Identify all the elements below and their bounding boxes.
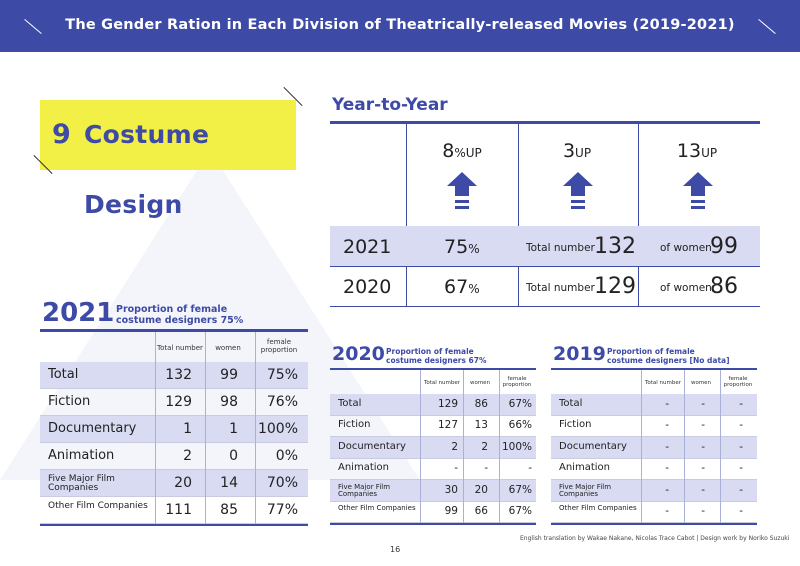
yty-total-label-2021: Total number — [526, 242, 595, 254]
column-divider — [255, 332, 256, 524]
cell-pct: - — [739, 505, 743, 517]
cell-pct: - — [739, 462, 743, 474]
change-total-value: 3 — [562, 140, 576, 162]
cell-women: 13 — [474, 419, 488, 431]
table-2019-prop-line2: costume designers [No data] — [607, 356, 730, 365]
yty-title: Year-to-Year — [332, 95, 448, 115]
cell-total: - — [665, 397, 669, 410]
credit-line: English translation by Wakae Nakane, Nicolas Trace Cabot | Design work by Noriko Suzuki — [520, 535, 790, 542]
yty-total-label-2020: Total number — [526, 282, 595, 294]
row-label: Documentary — [559, 440, 627, 452]
cell-total: - — [665, 440, 669, 453]
row-label: Total — [48, 367, 79, 382]
cell-total: - — [665, 483, 669, 496]
change-women — [642, 140, 752, 162]
cell-women: 2 — [481, 440, 488, 453]
yty-row-divider — [330, 266, 760, 267]
yty-pct-2021-value: 75 — [444, 236, 469, 258]
row-label: Fiction — [559, 419, 592, 431]
cell-pct: - — [528, 462, 532, 474]
cell-women: - — [701, 483, 705, 496]
table-2019-top-rule — [551, 368, 757, 370]
column-divider — [155, 332, 156, 524]
yty-pct-2021 — [444, 236, 480, 258]
table-2021-prop-line2: costume designers 75% — [116, 315, 244, 327]
col-total-header: Total number — [157, 344, 203, 352]
row-label: Animation — [559, 462, 610, 474]
column-divider — [641, 370, 642, 523]
table-2019-proportion — [607, 347, 730, 365]
cell-women: 86 — [474, 397, 488, 410]
cell-women: 1 — [229, 420, 238, 437]
col-women-header-2019: women — [690, 380, 712, 386]
row-label: Documentary — [338, 440, 406, 452]
cell-pct: 76% — [266, 393, 298, 410]
change-pct-unit: %UP — [454, 146, 482, 160]
cell-women: 14 — [220, 474, 238, 491]
change-total — [522, 140, 632, 162]
cell-pct: 100% — [501, 440, 532, 453]
cell-pct: - — [739, 397, 743, 410]
cell-women: - — [701, 397, 705, 410]
cell-total: - — [665, 419, 669, 431]
column-divider — [499, 370, 500, 523]
table-2021-top-rule — [40, 329, 308, 332]
up-arrow-icon — [447, 172, 477, 212]
cell-pct: 70% — [266, 474, 298, 491]
table-2021-year: 2021 — [42, 298, 115, 328]
cell-women: - — [701, 505, 705, 517]
cell-total: 30 — [444, 483, 458, 496]
cell-total: 1 — [183, 420, 192, 437]
change-total-unit: UP — [575, 146, 592, 160]
yty-total-2020: 129 — [594, 274, 636, 299]
row-label: Five Major Film Companies — [559, 482, 612, 499]
row-label: Total — [559, 397, 583, 409]
yty-women-label-2020: of women — [660, 282, 712, 294]
cell-women: - — [701, 462, 705, 474]
cell-women: - — [484, 462, 488, 474]
table-2020-proportion — [386, 347, 487, 365]
cell-women: - — [701, 440, 705, 453]
table-2019-prop-line1: Proportion of female — [607, 347, 695, 356]
table-2021-proportion — [116, 304, 243, 327]
column-divider — [684, 370, 685, 523]
col-women-header-2020: women — [469, 380, 491, 386]
section-number: 9 — [52, 119, 72, 150]
table-2020-prop-line1: Proportion of female — [386, 347, 474, 356]
cell-pct: - — [739, 440, 743, 453]
cell-women: - — [701, 419, 705, 431]
row-label: Other Film Companies — [559, 504, 637, 513]
cell-women: 99 — [220, 366, 238, 383]
table-2020-year: 2020 — [332, 343, 385, 365]
cell-total: - — [454, 462, 458, 474]
col-female-header: female proportion — [260, 338, 298, 354]
cell-pct: 67% — [508, 505, 532, 517]
cell-women: 85 — [220, 501, 238, 518]
change-women-unit: UP — [701, 146, 718, 160]
change-pct — [407, 140, 517, 162]
change-women-value: 13 — [676, 140, 702, 162]
row-label: Animation — [48, 448, 115, 463]
column-divider — [205, 332, 206, 524]
column-divider — [463, 370, 464, 523]
cell-total: 129 — [165, 393, 192, 410]
cell-pct: 0% — [275, 447, 298, 464]
cell-total: 132 — [165, 366, 192, 383]
table-2020-prop-line2: costume designers 67% — [386, 356, 487, 365]
yty-divider-3 — [638, 124, 639, 306]
cell-pct: 67% — [508, 397, 532, 410]
cell-women: 0 — [229, 447, 238, 464]
row-label: Other Film Companies — [338, 504, 416, 513]
yty-total-2021: 132 — [594, 234, 636, 259]
cell-pct: 67% — [508, 483, 532, 496]
up-arrow-icon — [563, 172, 593, 212]
table-2021-prop-line1: Proportion of female — [116, 304, 228, 315]
yty-women-2020: 86 — [710, 274, 738, 299]
yty-pct-2021-unit: % — [468, 242, 480, 256]
yty-bottom-rule — [330, 306, 760, 307]
yty-pct-2020-unit: % — [468, 282, 480, 296]
yty-women-2021: 99 — [710, 234, 738, 259]
yty-pct-2020-value: 67 — [444, 276, 469, 298]
cell-pct: - — [739, 419, 743, 431]
cell-pct: 66% — [508, 419, 532, 431]
row-label: Animation — [338, 462, 389, 474]
cell-total: 99 — [444, 505, 458, 517]
section-title-text: Costume Design — [84, 120, 210, 219]
row-label: Fiction — [338, 419, 371, 431]
column-divider — [720, 370, 721, 523]
cell-pct: 77% — [266, 501, 298, 518]
row-label: Fiction — [48, 394, 91, 409]
yty-top-rule — [330, 121, 760, 124]
col-total-header-2019: Total number — [644, 380, 682, 386]
cell-total: - — [665, 505, 669, 517]
row-label: Other Film Companies — [48, 500, 148, 511]
column-divider — [420, 370, 421, 523]
row-label: Total — [338, 397, 362, 409]
col-female-header-2020: female proportion — [502, 376, 532, 389]
table-bottom-rule — [40, 524, 308, 526]
yty-year-2021: 2021 — [343, 236, 392, 258]
yty-year-2020: 2020 — [343, 276, 392, 298]
up-arrow-icon — [683, 172, 713, 212]
cell-pct: - — [739, 483, 743, 496]
cell-total: 127 — [437, 419, 458, 431]
table-2019-year: 2019 — [553, 343, 606, 365]
cell-total: 2 — [183, 447, 192, 464]
cell-women: 66 — [474, 505, 488, 517]
row-label: Documentary — [48, 421, 137, 436]
cell-total: 20 — [174, 474, 192, 491]
cell-total: - — [665, 462, 669, 474]
cell-women: 98 — [220, 393, 238, 410]
cell-pct: 75% — [266, 366, 298, 383]
cell-total: 2 — [451, 440, 458, 453]
col-female-header-2019: female proportion — [723, 376, 753, 389]
cell-pct: 100% — [257, 420, 298, 437]
change-pct-value: 8 — [442, 140, 455, 162]
yty-women-label-2021: of women — [660, 242, 712, 254]
col-women-header: women — [215, 344, 241, 352]
section-title — [40, 100, 296, 219]
row-label: Five Major Film Companies — [338, 482, 391, 499]
yty-pct-2020 — [444, 276, 480, 298]
row-label: Five Major Film Companies — [48, 473, 115, 493]
cell-women: 20 — [474, 483, 488, 496]
page-title: The Gender Ration in Each Division of Theatrically-released Movies (2019-2021) — [65, 17, 735, 33]
cell-total: 129 — [437, 397, 458, 410]
table-bottom-rule — [330, 523, 536, 525]
col-total-header-2020: Total number — [423, 380, 461, 386]
page-number: 16 — [390, 545, 401, 554]
table-bottom-rule — [551, 523, 757, 525]
yty-divider-2 — [518, 124, 519, 306]
table-2020-top-rule — [330, 368, 536, 370]
cell-total: 111 — [165, 501, 192, 518]
